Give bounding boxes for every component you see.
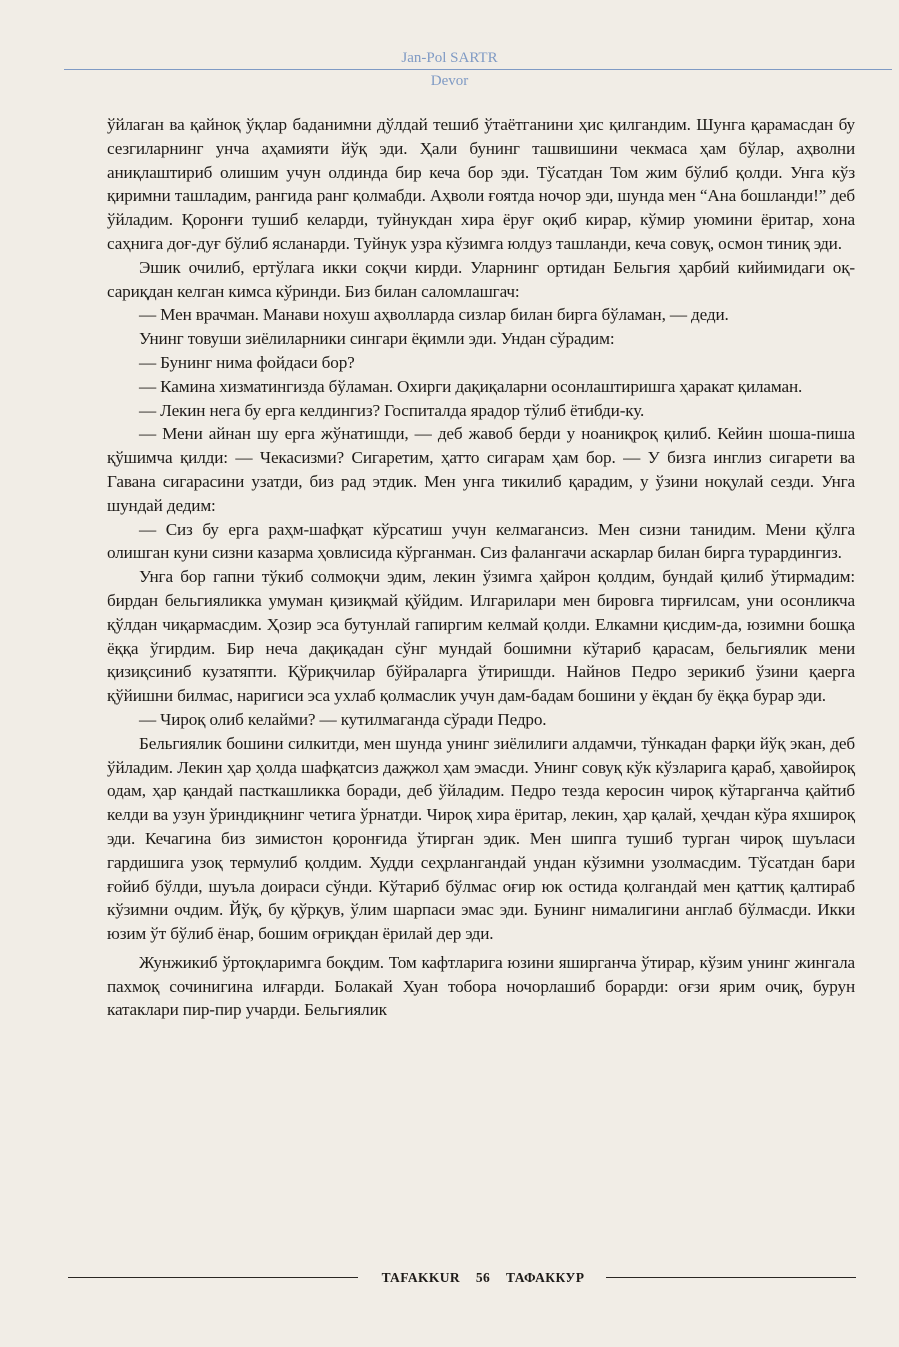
paragraph: Эшик очилиб, ертўлага икки соқчи кирди. Уларнинг ортидан Бельгия ҳарбий кийимидаги оқ-сариқдан келган кимса кўринди. Биз билан саломлашгач: (107, 257, 855, 301)
page-footer (0, 1268, 899, 1288)
paragraph: — Мени айнан шу ерга жўнатишди, — деб жавоб берди у ноаниқроқ қилиб. Кейин шоша-пиша қўшимча қилди: — Чекасизми? Сигаретим, ҳатто сигарам ҳам бор. — У бизга инглиз сигарети ва Гавана сигарасини узатди, биз рад этдик. Мен унга тикилиб қарадим, у ўзини ноқулай сезди. Унга шундай дедим: (107, 424, 855, 515)
footer-rule-right (606, 1277, 856, 1278)
header-rule (64, 69, 892, 70)
header-author: Jan-Pol SARTR (401, 50, 498, 66)
paragraph: Жунжикиб ўртоқларимга боқдим. Том кафтларига юзини яширганча ўтирар, кўзим унинг жингала пахмоқ сочинигина илғарди. Болакай Хуан тобора ночорлашиб борарди: оғзи ярим очиқ, бурун катаклари пир-пир учарди. Бельгиялик (107, 952, 855, 1020)
paragraph: — Бунинг нима фойдаси бор? (139, 352, 355, 372)
page-number: 56 (475, 1270, 491, 1285)
paragraph: — Лекин нега бу ерга келдингиз? Госпиталда ярадор тўлиб ётибди-ку. (139, 400, 645, 420)
body-text (107, 113, 855, 1022)
paragraph: — Сиз бу ерга раҳм-шафқат кўрсатиш учун келмагансиз. Мен сизни танидим. Мени қўлга олишган куни сизни казарма ҳовлисида кўрганман. Сиз фалангачи аскарлар билан бирга турардингиз. (107, 519, 855, 563)
paragraph: — Камина хизматингизда бўламан. Охирги дақиқаларни осонлаштиришга ҳаракат қиламан. (139, 376, 803, 396)
paragraph: Бельгиялик бошини силкитди, мен шунда унинг зиёлилиги алдамчи, тўнкадан фарқи йўқ экан, деб ўйладим. Лекин ҳар ҳолда шафқатсиз даҗжол ҳам эмасди. Унинг совуқ кўк кўзларига қараб, ҳавойироқ одам, ҳар қандай пасткашликка боради, деб ўйладим. Педро тезда керосин чироқ кўтарганча қайтиб келди ва узун ўриндиқнинг четига ўрнатди. Чироқ хира ёритар, лекин, ҳар қалай, ҳечдан кўра яхшироқ эди. Кечагина биз зимистон қоронғида ўтирган эдик. Мен шипга тушиб турган чироқ шуъласи гардишига узоқ термулиб қолдим. Худди сеҳрлангандай ундан кўзимни узолмасдим. Тўсатдан бари ғойиб бўлди, шуъла доираси сўнди. Кўтариб бўлмас оғир юк остида қолгандай мен қаттиқ қалтираб кўзимни очдим. Йўқ, бу қўрқув, ўлим шарпаси эмас эди. Бунинг нималигини англаб бўлмасди. Икки юзим ўт бўлиб ёнар, бошим оғриқдан ёрилай дер эди. (107, 733, 855, 944)
paragraph: — Мен врачман. Манави нохуш аҳволларда сизлар билан бирга бўламан, — деди. (139, 305, 729, 325)
paragraph: ўйлаган ва қайноқ ўқлар баданимни дўлдай тешиб ўтаётганини ҳис қилгандим. Шунга қарамасдан бу сезгиларнинг унча аҳамияти йўқ эди. Ҳали бунинг ташвишини чекмаса ҳам бўлар, аҳволни аниқлаштириб олишим учун олдинда бир кеча бор эди. Тўсатдан Том жим бўлиб қолди. Унга кўз қиримни ташладим, рангида ранг қолмабди. Аҳволи ғоятда ночор эди, шунда мен “Ана бошланди!” деб ўйладим. Қоронғи тушиб келарди, туйнукдан хира ёруғ оқиб кирар, кўмир уюмини ёритар, хона саҳнига доғ-дуғ бўлиб ясланарди. Туйнук узра кўзимга юлдуз ташланди, кеча совуқ, осмон тиниқ эди. (107, 115, 855, 253)
footer-magazine-latin: TAFAKKUR (381, 1270, 461, 1285)
running-header (0, 48, 899, 91)
paragraph: Унга бор гапни тўкиб солмоқчи эдим, лекин ўзимга ҳайрон қолдим, бундай қилиб ўтирмадим: бирдан бельгияликка умуман қизиқмай қўйдим. Илгарилари мен бировга тирғилсам, уни осонликча қўлдан чиқармасдим. Ҳозир эса бутунлай гапиргим келмай қолди. Елкамни қисдим-да, юзимни бошқа ёққа ўгирдим. Бир неча дақиқадан сўнг мундай бошимни кўтариб қарасам, бельгиялик мени қизиқсиниб кузатяпти. Қўриқчилар бўйраларга ўтиришди. Найнов Педро зерикиб ўзини қаерга қўйишни билмас, наригиси эса ухлаб қолмаслик учун дам-бадам бошини у ёқдан бу ёққа бурар эди. (107, 567, 855, 706)
footer-magazine-cyrillic: ТАФАККУР (505, 1270, 585, 1285)
header-title: Devor (430, 73, 469, 89)
footer-label (360, 1268, 606, 1288)
paragraph: — Чироқ олиб келайми? — кутилмаганда сўради Педро. (139, 709, 547, 729)
footer-rule-left (68, 1277, 358, 1278)
paragraph: Унинг товуши зиёлиларники сингари ёқимли эди. Ундан сўрадим: (139, 329, 615, 349)
